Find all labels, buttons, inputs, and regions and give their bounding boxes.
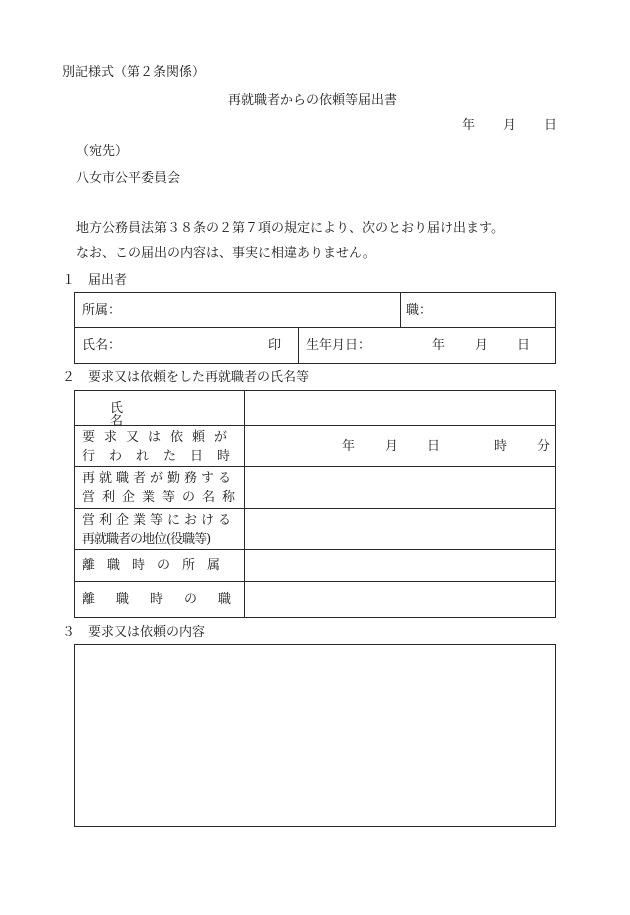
position-label: 職： <box>406 303 433 318</box>
document-title: 再就職者からの依頼等届出書 <box>228 93 398 108</box>
row-label-company-position-2: 再就職者の地位(役職等) <box>82 532 211 547</box>
affiliation-label: 所属： <box>82 303 122 318</box>
addressee-name: 八女市公平委員会 <box>76 171 181 186</box>
row-label-post-at-leaving: 離職時の職 <box>82 592 253 607</box>
row-label-datetime-2: 行われた日時 <box>82 449 245 464</box>
datetime-hour-unit: 時 <box>494 439 508 454</box>
addressee-label: （宛先） <box>76 144 129 159</box>
section1-heading: １ 届出者 <box>62 273 128 288</box>
birthdate-month-unit: 月 <box>475 338 489 353</box>
datetime-year-unit: 年 <box>342 439 356 454</box>
request-content-box[interactable] <box>74 644 556 827</box>
section2-heading: ２ 要求又は依頼をした再就職者の氏名等 <box>62 370 310 385</box>
birthdate-label: 生年月日： <box>306 338 372 353</box>
row-label-dept-at-leaving: 離職時の所属 <box>82 558 233 573</box>
birthdate-year-unit: 年 <box>432 338 446 353</box>
row-label-company-1: 再就職者が勤務する <box>82 471 236 486</box>
section3-heading: ３ 要求又は依頼の内容 <box>62 625 206 640</box>
form-label: 別記様式（第２条関係） <box>62 65 206 80</box>
datetime-minute-unit: 分 <box>537 439 551 454</box>
name-label: 氏名： <box>82 338 122 353</box>
row-label-company-2: 営利企業等の名称 <box>82 490 243 505</box>
date-month-unit: 月 <box>503 118 517 133</box>
datetime-month-unit: 月 <box>385 439 399 454</box>
row-label-name-text: 氏名 <box>110 401 181 429</box>
datetime-day-unit: 日 <box>427 439 441 454</box>
seal-mark: 印 <box>268 338 282 353</box>
row-label-datetime-1: 要求又は依頼が <box>82 430 237 445</box>
birthdate-day-unit: 日 <box>517 338 531 353</box>
intro-line-1: 地方公務員法第３８条の２第７項の規定により、次のとおり届け出ます。 <box>76 221 504 236</box>
date-day-unit: 日 <box>544 118 558 133</box>
row-label-company-position-1: 営利企業等における <box>82 513 236 528</box>
date-year-unit: 年 <box>462 118 476 133</box>
intro-line-2: なお、この届出の内容は、事実に相違ありません。 <box>76 246 376 261</box>
row-label-name <box>110 402 206 428</box>
